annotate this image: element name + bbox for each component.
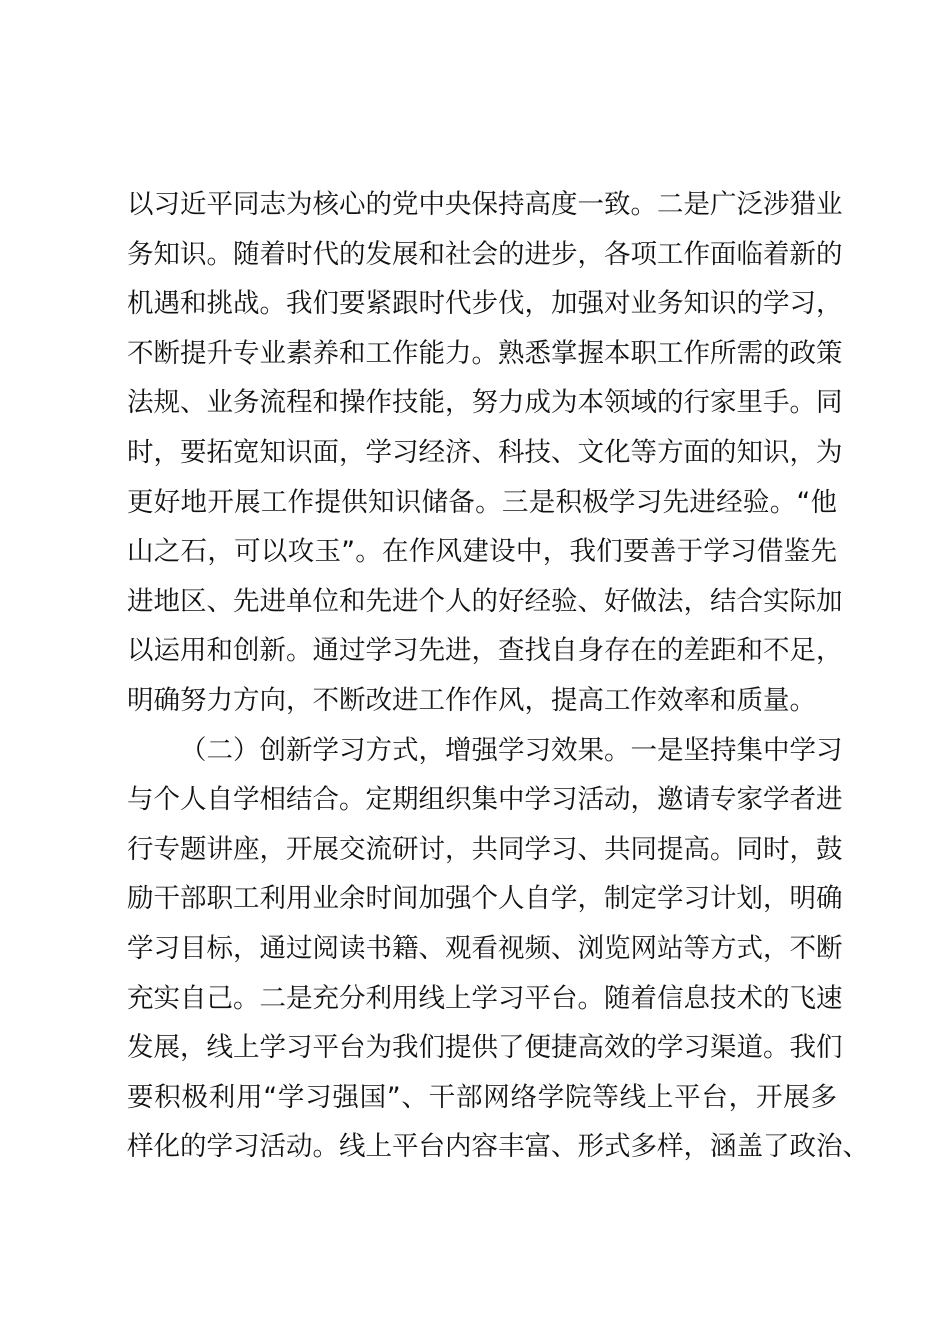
text-line: 学习目标，通过阅读书籍、观看视频、浏览网站等方式，不断 bbox=[127, 932, 843, 964]
text-line: 行专题讲座，开展交流研讨，共同学习、共同提高。同时，鼓 bbox=[127, 833, 843, 865]
text-line: 充实自己。二是充分利用线上学习平台。随着信息技术的飞速 bbox=[127, 982, 843, 1014]
text-line: 法规、业务流程和操作技能，努力成为本领域的行家里手。同 bbox=[127, 387, 843, 419]
text-line: 进地区、先进单位和先进个人的好经验、好做法，结合实际加 bbox=[127, 585, 843, 617]
text-line: 以习近平同志为核心的党中央保持高度一致。二是广泛涉猎业 bbox=[127, 189, 843, 220]
text-line: 机遇和挑战。我们要紧跟时代步伐，加强对业务知识的学习， bbox=[127, 288, 843, 320]
text-line: 样化的学习活动。线上平台内容丰富、形式多样，涵盖了政治、 bbox=[127, 1131, 869, 1163]
text-line: 山之石，可以攻玉”。在作风建设中，我们要善于学习借鉴先 bbox=[127, 536, 837, 568]
text-line: 时，要拓宽知识面，学习经济、科技、文化等方面的知识，为 bbox=[127, 436, 843, 468]
text-line: 发展，线上学习平台为我们提供了便捷高效的学习渠道。我们 bbox=[127, 1032, 843, 1064]
body-text bbox=[127, 180, 869, 1172]
section-heading-line: （二）创新学习方式，增强学习效果。一是坚持集中学习 bbox=[180, 734, 843, 766]
text-line: 务知识。随着时代的发展和社会的进步，各项工作面临着新的 bbox=[127, 238, 843, 270]
text-line: 与个人自学相结合。定期组织集中学习活动，邀请专家学者进 bbox=[127, 784, 843, 816]
text-line: 明确努力方向，不断改进工作作风，提高工作效率和质量。 bbox=[127, 684, 816, 716]
text-line: 励干部职工利用业余时间加强个人自学，制定学习计划，明确 bbox=[127, 883, 843, 915]
text-line: 不断提升专业素养和工作能力。熟悉掌握本职工作所需的政策 bbox=[127, 337, 843, 369]
text-line: 要积极利用“学习强国”、干部网络学院等线上平台，开展多 bbox=[127, 1081, 837, 1113]
text-line: 以运用和创新。通过学习先进，查找自身存在的差距和不足， bbox=[127, 635, 843, 667]
text-line: 更好地开展工作提供知识储备。三是积极学习先进经验。“他 bbox=[127, 486, 837, 518]
